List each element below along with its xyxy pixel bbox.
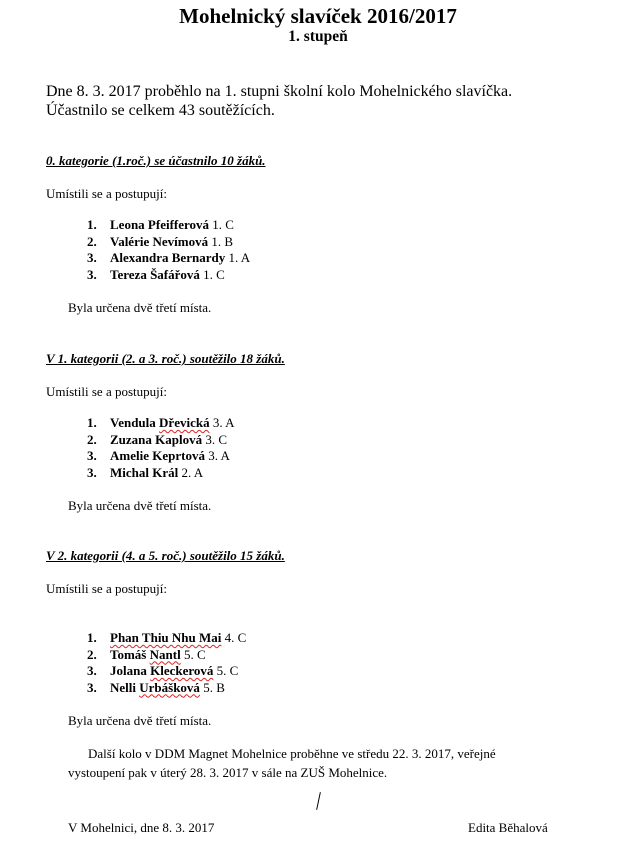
category-0-placed-label: Umístili se a postupují: bbox=[46, 186, 167, 201]
winner-class: 5. C bbox=[180, 646, 206, 662]
winner-first-name: Nelli bbox=[110, 679, 140, 695]
winner-class: 3. A bbox=[209, 415, 235, 430]
category-0-heading bbox=[46, 153, 266, 169]
next-round-line-1: Další kolo v DDM Magnet Mohelnice proběhne ve středu 22. 3. 2017, veřejné bbox=[88, 746, 496, 761]
category-1-heading bbox=[46, 351, 285, 367]
category-2-heading-count: soutěžilo 15 žáků. bbox=[186, 548, 285, 563]
list-item bbox=[87, 630, 247, 647]
list-item bbox=[87, 250, 251, 267]
rank-number: 3. bbox=[87, 464, 97, 480]
winner-first-name: Vendula bbox=[110, 415, 160, 430]
winner-name bbox=[110, 647, 181, 662]
category-2-winners-list bbox=[87, 630, 247, 696]
rank-number: 3. bbox=[87, 663, 97, 678]
category-1-winners-list bbox=[87, 415, 235, 481]
list-item bbox=[87, 663, 246, 680]
footer-author: Edita Běhalová bbox=[468, 820, 548, 835]
category-0-note: Byla určena dvě třetí místa. bbox=[68, 300, 212, 315]
category-0-heading-label: 0. kategorie (1.roč.) bbox=[46, 153, 152, 168]
winner-name: Tereza Šafářová bbox=[110, 266, 200, 282]
winner-class: 1. A bbox=[225, 250, 251, 265]
winner-surname: Nantl bbox=[149, 646, 181, 662]
list-item bbox=[87, 448, 235, 465]
category-2-placed-label: Umístili se a postupují: bbox=[46, 581, 167, 596]
winner-class: 3. C bbox=[202, 431, 228, 447]
category-2-heading bbox=[46, 548, 285, 564]
winner-first-name: Jolana bbox=[110, 663, 151, 678]
winner-surname: Kleckerová bbox=[150, 663, 214, 678]
winner-class: 2. A bbox=[178, 464, 204, 480]
rank-number: 3. bbox=[87, 679, 97, 695]
category-1-heading-count: soutěžilo 18 žáků. bbox=[186, 351, 285, 366]
winner-name bbox=[110, 415, 210, 430]
intro-line-2: Účastnilo se celkem 43 soutěžících. bbox=[46, 102, 275, 119]
rank-number: 2. bbox=[87, 646, 97, 662]
rank-number: 2. bbox=[87, 233, 97, 249]
category-1-note: Byla určena dvě třetí místa. bbox=[68, 498, 212, 513]
winner-name bbox=[110, 663, 213, 678]
list-item bbox=[87, 679, 246, 697]
category-0-winners-list bbox=[87, 217, 251, 283]
footer-place-date: V Mohelnici, dne 8. 3. 2017 bbox=[68, 820, 215, 835]
winner-class: 5. B bbox=[199, 679, 225, 695]
document-title: Mohelnický slavíček 2016/2017 bbox=[179, 4, 457, 28]
category-2-note: Byla určena dvě třetí místa. bbox=[68, 713, 212, 728]
list-item bbox=[87, 646, 246, 664]
winner-name: Michal Král bbox=[110, 464, 179, 480]
rank-number: 3. bbox=[87, 448, 97, 463]
category-1-placed-label: Umístili se a postupují: bbox=[46, 384, 167, 399]
winner-class: 4. C bbox=[221, 630, 247, 645]
rank-number: 1. bbox=[87, 217, 97, 232]
list-item bbox=[87, 233, 250, 251]
category-1-heading-label: V 1. kategorii (2. a 3. roč.) bbox=[46, 351, 187, 366]
intro-line-1: Dne 8. 3. 2017 proběhlo na 1. stupni školní kolo Mohelnického slavíčka. bbox=[46, 83, 513, 100]
winner-name: Amelie Keprtová bbox=[110, 448, 205, 463]
list-item bbox=[87, 217, 250, 234]
list-item bbox=[87, 415, 235, 432]
winner-name: Valérie Nevímová bbox=[110, 233, 209, 249]
rank-number: 2. bbox=[87, 431, 97, 447]
winner-class: 5. C bbox=[213, 663, 239, 678]
winner-name bbox=[110, 680, 200, 695]
winner-surname: Dřevická bbox=[159, 415, 210, 430]
list-item bbox=[87, 266, 250, 284]
winner-class: 1. B bbox=[208, 233, 233, 249]
document-subtitle: 1. stupeň bbox=[288, 28, 348, 45]
category-2-heading-label: V 2. kategorii (4. a 5. roč.) bbox=[46, 548, 187, 563]
winner-class: 1. C bbox=[199, 266, 225, 282]
winner-class: 1. C bbox=[209, 217, 234, 232]
rank-number: 1. bbox=[87, 415, 97, 430]
winner-class: 3. A bbox=[204, 448, 230, 463]
next-round-line-2: vystoupení pak v úterý 28. 3. 2017 v sále na ZUŠ Mohelnice. bbox=[68, 765, 388, 780]
rank-number: 1. bbox=[87, 630, 97, 645]
rank-number: 3. bbox=[87, 250, 97, 265]
list-item bbox=[87, 464, 235, 482]
winner-surname: Urbášková bbox=[139, 679, 200, 695]
list-item bbox=[87, 431, 235, 449]
winner-name: Alexandra Bernardy bbox=[110, 250, 226, 265]
winner-name: Phan Thiu Nhu Mai bbox=[110, 630, 222, 645]
text-cursor bbox=[316, 792, 321, 810]
winner-first-name: Tomáš bbox=[110, 646, 150, 662]
winner-name: Zuzana Kaplová bbox=[110, 431, 203, 447]
rank-number: 3. bbox=[87, 266, 97, 282]
winner-name: Leona Pfeifferová bbox=[110, 217, 210, 232]
category-0-heading-count: se účastnilo 10 žáků. bbox=[151, 153, 266, 168]
